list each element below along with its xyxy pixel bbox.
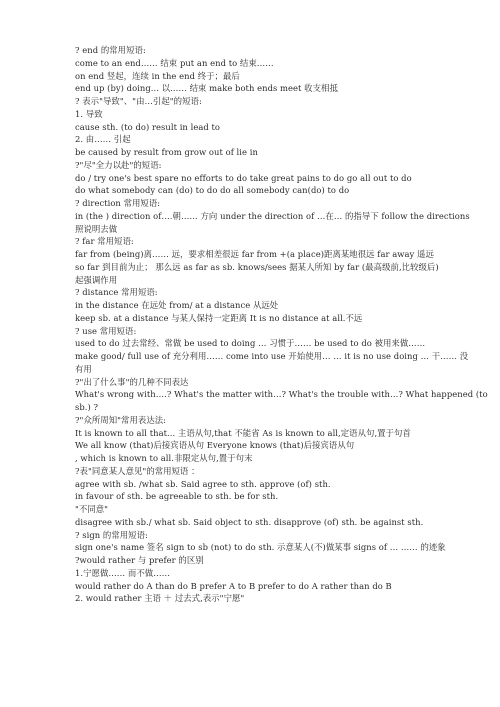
text-line: 2. 由…… 引起 xyxy=(75,134,131,145)
text-line: 起强调作用 xyxy=(75,274,118,285)
document-body xyxy=(75,44,495,605)
text-line: used to do 过去常经、常做 be used to doing … 习惯于…… be used to do 被用来做…… xyxy=(75,338,426,349)
text-line: , which is known to all.非限定从句,置于句末 xyxy=(75,453,253,463)
text-line: ?"出了什么事"的几种不同表达 xyxy=(75,376,189,387)
text-line: so far 到目前为止； 那么远 as far as sb. knows/sees 据某人所知 by far (最高级前,比较级后) xyxy=(75,261,439,272)
text-line: in (the ) direction of….朝…… 方向 under the direction of …在… 的指导下 follow the directions xyxy=(75,210,470,221)
text-line: cause sth. (to do) result in lead to xyxy=(75,121,220,132)
text-line: sb.) ? xyxy=(75,402,99,412)
text-line: on end 竖起，连续 in the end 终于；最后 xyxy=(75,70,240,81)
text-line: disagree with sb./ what sb. Said object to sth. disapprove (of) sth. be against sth. xyxy=(75,516,424,527)
text-line: sign one's name 签名 sign to sb (not) to do sth. 示意某人(不)做某事 signs of … …… 的迹象 xyxy=(75,542,446,553)
text-line: would rather do A than do B prefer A to B prefer to do A rather than do B xyxy=(75,580,392,591)
text-line: in favour of sth. be agreeable to sth. be for sth. xyxy=(75,491,279,502)
text-line: far from (being)离…… 远，要求相差很远 far from +(a place)距离某地很远 far away 遥远 xyxy=(75,249,434,259)
text-line: ? end 的常用短语: xyxy=(75,45,146,55)
text-line: It is known to all that... 主语从句,that 不能省 As is known to all,定语从句,置于句首 xyxy=(75,427,411,438)
text-line: We all know (that)后接宾语从句 Everyone knows (that)后接宾语从句 xyxy=(75,440,355,451)
text-line: ? far 常用短语: xyxy=(75,236,134,247)
text-line: ? 表示"导致"、"由…引起"的短语: xyxy=(75,96,202,106)
text-line: ?would rather 与 prefer 的区别 xyxy=(75,555,204,565)
text-line: make good/ full use of 充分利用…… come into use 开始使用… … it is no use doing … 干…… 没 xyxy=(75,351,469,361)
text-line: agree with sb. /what sb. Said agree to sth. approve (of) sth. xyxy=(75,478,331,489)
text-line: keep sb. at a distance 与某人保持一定距离 It is no distance at all.不远 xyxy=(75,312,363,323)
text-line: 1. 导致 xyxy=(75,108,103,119)
text-line: 1.宁愿做…… 而不做…… xyxy=(75,567,171,578)
text-line: 有用 xyxy=(75,363,92,374)
text-line: do what somebody can (do) to do do all somebody can(do) to do xyxy=(75,185,350,196)
text-line: end up (by) doing... 以…… 结束 make both ends meet 收支相抵 xyxy=(75,83,338,94)
text-line: 2. would rather 主语 ＋ 过去式,表示"宁愿" xyxy=(75,593,245,604)
text-line: ?表"同意某人意见"的常用短语 ： xyxy=(75,465,200,476)
text-line: "不同意" xyxy=(75,504,109,514)
text-line: come to an end…… 结束 put an end to 结束…… xyxy=(75,57,274,68)
text-line: ? sign 的常用短语: xyxy=(75,529,148,540)
text-line: What's wrong with….? What's the matter with…? What's the trouble with…? What happened (to xyxy=(75,389,488,400)
text-line: do / try one's best spare no efforts to do take great pains to do go all out to do xyxy=(75,172,412,183)
text-line: ? direction 常用短语: xyxy=(75,198,161,208)
text-line: ? distance 常用短语: xyxy=(75,287,158,298)
text-line: 照说明去做 xyxy=(75,223,118,234)
text-line: ?"尽"全力以赴"的短语: xyxy=(75,159,162,170)
text-line: ? use 常用短语: xyxy=(75,325,137,336)
text-line: in the distance 在远处 from/ at a distance 从远处 xyxy=(75,300,279,310)
text-line: be caused by result from grow out of lie in xyxy=(75,147,258,157)
text-line: ?"众所周知"常用表达法: xyxy=(75,414,167,425)
